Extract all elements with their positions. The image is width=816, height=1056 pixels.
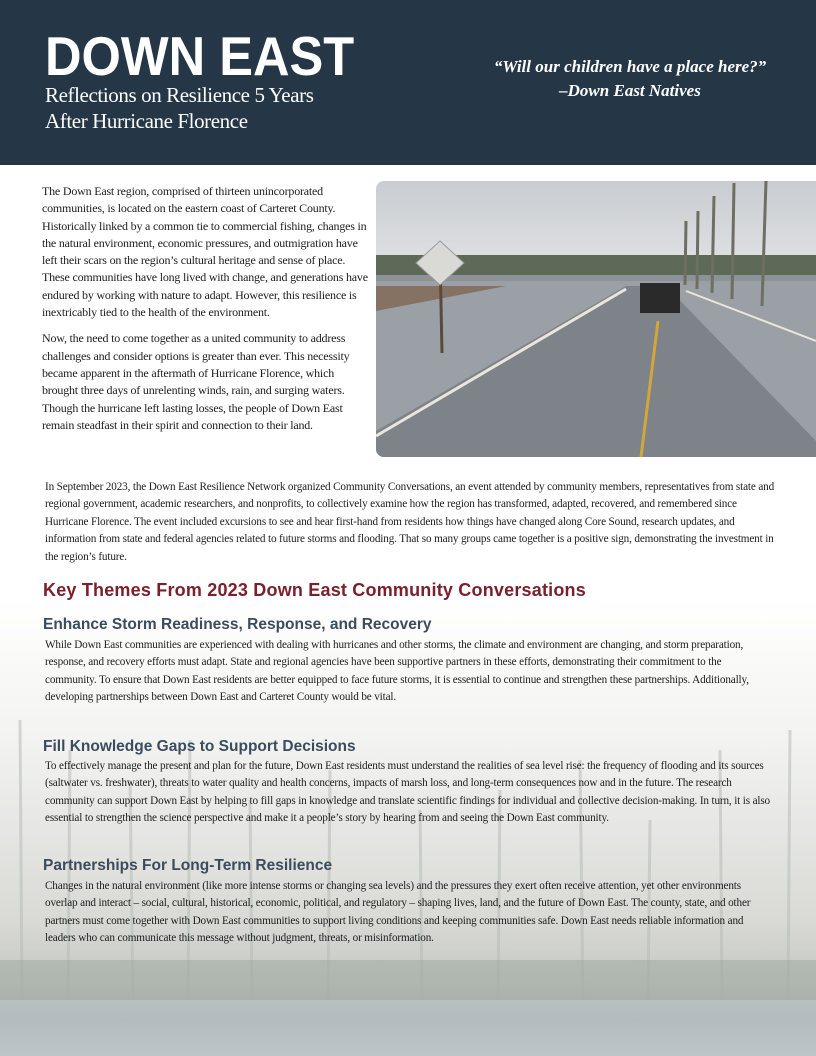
theme-body: While Down East communities are experienced with dealing with hurricanes and other storms, the climate and environment are changing, and storm preparation, response, and recovery efforts must adapt. State and regional agencies have been supportive partners in these efforts, demonstrating their commitment to the community. To ensure that Down East residents are better equipped to face future storms, it is essential to continue and strengthen these partnerships. Additionally, developing partnerships between Down East and Carteret County would be vital. bbox=[45, 639, 749, 704]
page-subtitle bbox=[45, 82, 314, 134]
themes-heading: Key Themes From 2023 Down East Community Conversations bbox=[43, 580, 586, 600]
header-banner bbox=[0, 0, 816, 165]
theme-body: Changes in the natural environment (like more intense storms or changing sea levels) and the pressures they exert often receive attention, yet other environments overlap and interact – social, cultural, historical, economic, political, and regulatory – shaping lives, land, and the future of Down East. The county, state, and other partners must come together with Down East communities to support living conditions and keeping communities safe. Down East needs reliable information and leaders who can communicate this message without judgment, threats, or misinformation. bbox=[45, 880, 751, 945]
quote-text: “Will our children have a place here?” bbox=[493, 57, 767, 76]
pull-quote bbox=[470, 55, 790, 103]
intro-paragraph: Now, the need to come together as a united community to address challenges and consider options is greater than ever. This necessity became apparent in the aftermath of Hurricane Florence, which brought three days of unrelenting winds, rain, and surging waters. Though the hurricane left lasting losses, the people of Down East remain steadfast in their spirit and connection to their land. bbox=[42, 331, 350, 432]
theme-body: To effectively manage the present and plan for the future, Down East residents must understand the realities of sea level rise: the frequency of flooding and its sources (saltwater vs. freshwater), threats to water quality and health concerns, impacts of marsh loss, and long-term consequences now and in the future. The research community can support Down East by helping to fill gaps in knowledge and translate scientific findings for individual and collective decision-making. In turn, it is also essential to strengthen the science perspective and make it a people’s story by hearing from and seeing the Down East community. bbox=[45, 760, 770, 825]
theme-title: Partnerships For Long-Term Resilience bbox=[43, 857, 333, 874]
quote-attribution: –Down East Natives bbox=[559, 81, 701, 100]
subtitle-line: Reflections on Resilience 5 Years bbox=[45, 83, 314, 107]
theme-title: Enhance Storm Readiness, Response, and Recovery bbox=[43, 616, 432, 633]
event-paragraph: In September 2023, the Down East Resilience Network organized Community Conversations, an event attended by community members, representatives from state and regional government, academic researchers, and nonprofits, to collectively examine how the region has transformed, adapted, recovered, and remembered since Hurricane Florence. The event included excursions to see and hear first-hand from residents how things have changed along Core Sound, research updates, and information from state and federal agencies related to future storms and flooding. That so many groups came together is a positive sign, demonstrating the investment in the region’s future. bbox=[45, 481, 775, 563]
intro-paragraph: The Down East region, comprised of thirteen unincorporated communities, is located on the eastern coast of Carteret County. Historically linked by a common tie to commercial fishing, changes in the natural environment, economic pressures, and outmigration have left their scars on the region’s cultural heritage and sense of place. These communities have long lived with change, and generations have endured by working with nature to adapt. However, this resilience is inextricably tied to the health of the environment. bbox=[42, 184, 368, 320]
flooded-road-photo bbox=[376, 181, 816, 457]
intro-column bbox=[42, 183, 372, 443]
page-title: DOWN EAST bbox=[45, 25, 355, 87]
subtitle-line: After Hurricane Florence bbox=[45, 109, 248, 133]
theme-title: Fill Knowledge Gaps to Support Decisions bbox=[43, 738, 356, 755]
